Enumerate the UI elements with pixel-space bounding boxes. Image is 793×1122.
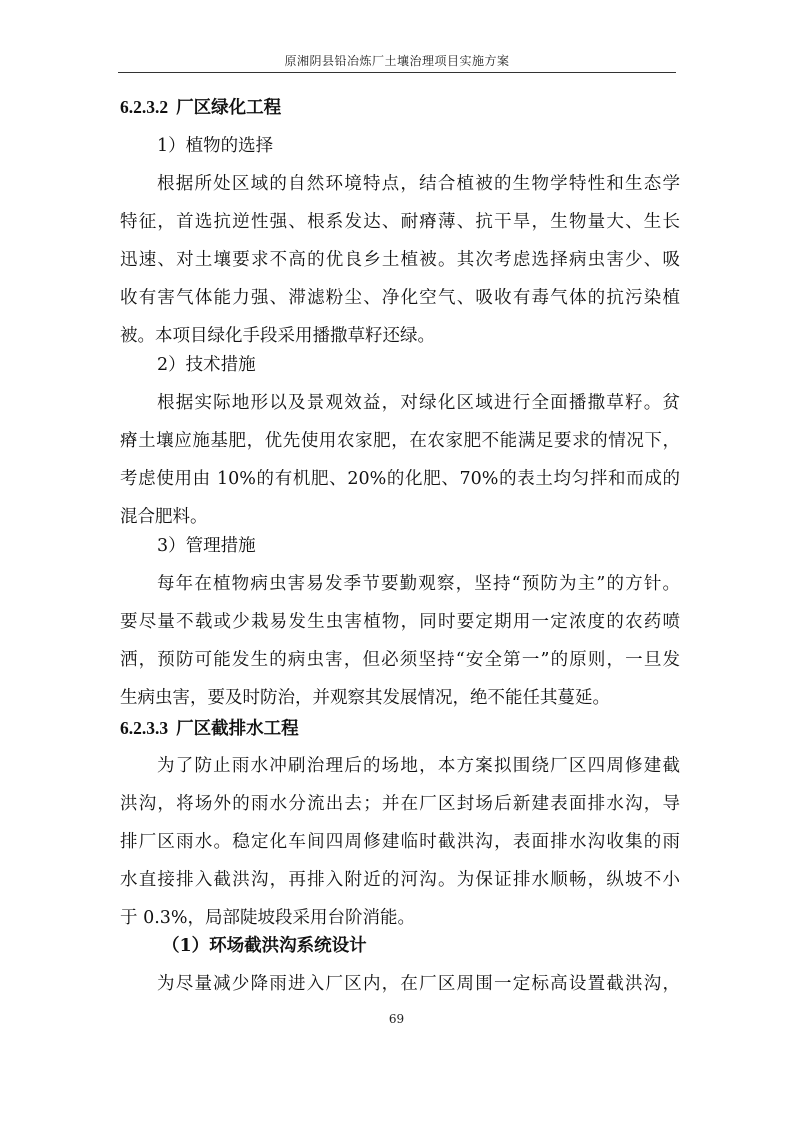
paragraph-line: 排厂区雨水。稳定化车间四周修建临时截洪沟，表面排水沟收集的雨 bbox=[120, 832, 680, 852]
paragraph-line: 为尽量减少降雨进入厂区内，在厂区周围一定标高设置截洪沟， bbox=[157, 974, 680, 994]
paragraph-line: 要尽量不载或少栽易发生虫害植物，同时要定期用一定浓度的农药喷 bbox=[120, 612, 680, 632]
section-title: 厂区绿化工程 bbox=[176, 98, 282, 118]
paragraph-line: 根据所处区域的自然环境特点，结合植被的生物学特性和生态学 bbox=[157, 174, 680, 194]
paragraph-line: 每年在植物病虫害易发季节要勤观察，坚持“预防为主”的方针。 bbox=[157, 574, 680, 594]
item-title-management-measures: 3）管理措施 bbox=[157, 536, 256, 556]
paragraph-line: 水直接排入截洪沟，再排入附近的河沟。为保证排水顺畅，纵坡不小 bbox=[120, 870, 680, 890]
paragraph-line: 于 0.3%，局部陡坡段采用台阶消能。 bbox=[120, 908, 416, 928]
paragraph-line: 迅速、对土壤要求不高的优良乡土植被。其次考虑选择病虫害少、吸 bbox=[120, 250, 680, 270]
paragraph-line: 根据实际地形以及景观效益，对绿化区域进行全面播撒草籽。贫 bbox=[157, 393, 680, 413]
paragraph-line: 生病虫害，要及时防治，并观察其发展情况，绝不能任其蔓延。 bbox=[120, 688, 610, 708]
paragraph-line: 被。本项目绿化手段采用播撒草籽还绿。 bbox=[120, 326, 435, 346]
paragraph-line: 洒，预防可能发生的病虫害，但必须坚持“安全第一”的原则，一旦发 bbox=[120, 650, 680, 670]
paragraph-line: 瘠土壤应施基肥，优先使用农家肥，在农家肥不能满足要求的情况下， bbox=[120, 431, 680, 451]
section-number: 6.2.3.3 bbox=[120, 718, 169, 738]
section-heading-greening bbox=[120, 95, 680, 120]
section-number: 6.2.3.2 bbox=[120, 97, 169, 117]
paragraph-line: 洪沟，将场外的雨水分流出去；并在厂区封场后新建表面排水沟，导 bbox=[120, 794, 680, 814]
header-rule bbox=[118, 72, 676, 73]
item-title-technical-measures: 2）技术措施 bbox=[157, 355, 256, 375]
paragraph-line: 混合肥料。 bbox=[120, 507, 208, 527]
section-heading-drainage bbox=[120, 716, 680, 741]
section-title: 厂区截排水工程 bbox=[176, 719, 299, 739]
subsection-title-intercept-ditch: （1）环场截洪沟系统设计 bbox=[162, 936, 367, 956]
paragraph-line: 特征，首选抗逆性强、根系发达、耐瘠薄、抗干旱，生物量大、生长 bbox=[120, 212, 680, 232]
paragraph-line: 收有害气体能力强、滞滤粉尘、净化空气、吸收有毒气体的抗污染植 bbox=[120, 288, 680, 308]
item-title-plant-selection: 1）植物的选择 bbox=[157, 136, 274, 156]
page-header-title: 原湘阴县铅冶炼厂土壤治理项目实施方案 bbox=[284, 54, 510, 68]
paragraph-line: 为了防止雨水冲刷治理后的场地，本方案拟围绕厂区四周修建截 bbox=[157, 756, 680, 776]
page-number: 69 bbox=[388, 1012, 405, 1026]
paragraph-line: 考虑使用由 10%的有机肥、20%的化肥、70%的表土均匀拌和而成的 bbox=[120, 469, 680, 489]
